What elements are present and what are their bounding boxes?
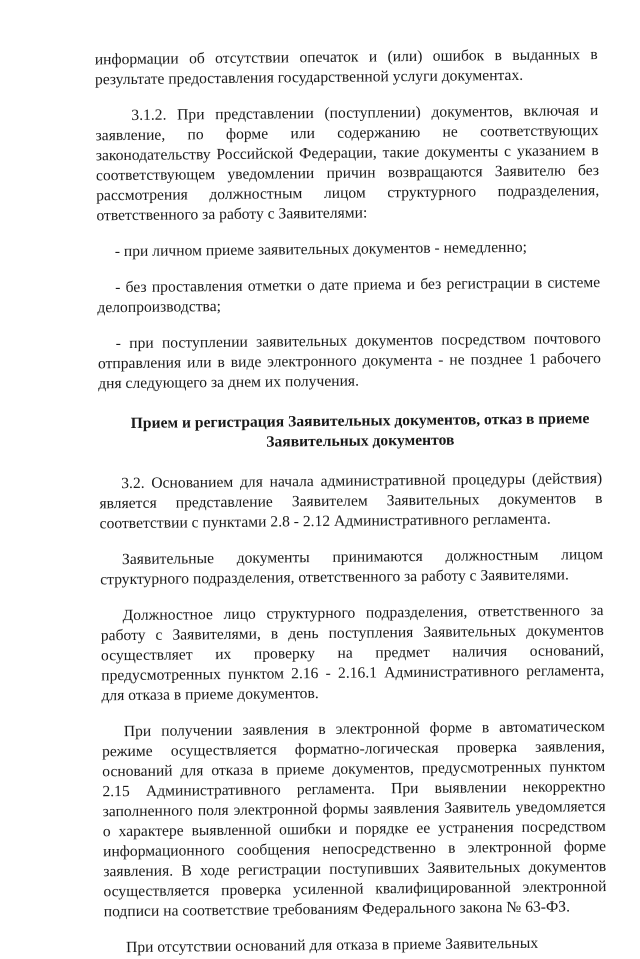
paragraph-3-2: 3.2. Основанием для начала административной процедуры (действия) является представление Заявителем Заявительных документов в соответствии с пунктами 2.8 - 2.12 Административного регламента. [99,470,603,533]
paragraph-no-grounds: При отсутствии оснований для отказа в приеме Заявительных [125,934,539,957]
paragraph-continuation: информации об отсутствии опечаток и (или) ошибок в выданных в результате предоставления государственной услуги документах. [94,46,598,89]
paragraph-electronic-form: При получении заявления в электронной форме в автоматическом режиме осуществляется форматно-логическая проверка заявления, оснований для отказа в приеме документов, предусмотренных пунктом 2.15 Административного регламента. При выявлении некорректно заполненного поля электронной формы заявления Заявитель уведомляется о характере выявленной ошибки и порядке ее устранения посредством информационного сообщения непосредственно в электронной форме заявления. В ходе регистрации поступивших Заявительных документов осуществляется проверка усиленной квалифицированной электронной подписи на соответствие требованиям Федерального закона № 63-ФЗ. [101,718,607,921]
bullet-item-2: - без проставления отметки о дате приема и без регистрации в системе делопроизводства; [97,274,601,317]
section-heading: Прием и регистрация Заявительных документов, отказ в приеме Заявительных документов [130,410,590,451]
bullet-item-3: - при поступлении заявительных документов посредством почтового отправления или в виде электронного документа - не позднее 1 рабочего дня следующего за днем их получения. [97,330,602,393]
paragraph-official-check: Должностное лицо структурного подразделения, ответственного за работу с Заявителями, в день поступления Заявительных документов осуществляет их проверку на предмет наличия оснований, предусмотренных пунктом 2.16 - 2.16.1 Административного регламента, для отказа в приеме документов. [100,602,605,705]
paragraph-documents-accepted: Заявительные документы принимаются должностным лицом структурного подразделения, ответственного за работу с Заявителями. [100,546,604,589]
paragraph-3-1-2: 3.1.2. При представлении (поступлении) документов, включая и заявление, по форме или содержанию не соответствующих законодательству Российской Федерации, такие документы с указанием в соответствующем уведомлении причин возвращаются Заявителю без рассмотрения должностным лицом структурного подразделения, ответственного за работу с Заявителями: [95,102,600,225]
bullet-item-1: - при личном приеме заявительных документов - немедленно; [114,238,527,261]
